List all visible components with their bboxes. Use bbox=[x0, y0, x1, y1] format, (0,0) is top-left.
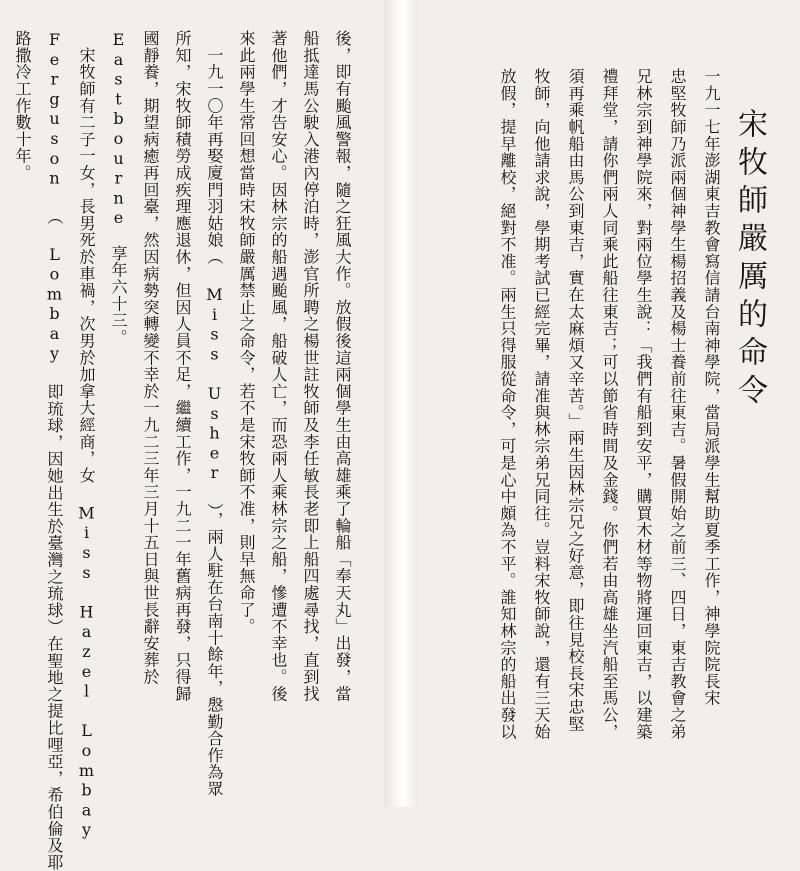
text-column: 牧師，向他請求說，學期考試已經完畢，請准與林宗弟兄同往。豈料宋牧師說，還有三天始 bbox=[532, 68, 551, 740]
text-column: 一九一七年澎湖東吉教會寫信請台南神學院，當局派學生幫助夏季工作，神學院院長宋 bbox=[702, 68, 721, 707]
text-column: 宋牧師有二子一女，長男死於車禍，次男於加拿大經商，女 Miss Hazel Lombay bbox=[77, 30, 96, 840]
text-column: 來此兩學生常回想當時宋牧師嚴厲禁止之命令，若不是宋牧師不准，則早無命了。 bbox=[237, 30, 256, 635]
text-column: 禮拜堂，請你們兩人同乘此船往東吉；可以節省時間及金錢。你們若由高雄坐汽船至馬公， bbox=[600, 68, 619, 740]
text-column: 一九一〇年再娶廈門羽姑娘（ Miss Usher ），兩人駐在台南十餘年，慇勤合作為眾 bbox=[205, 30, 224, 798]
text-column: 路撒冷工作數十年。 bbox=[13, 30, 32, 182]
text-column: 船抵達馬公駛入港內停泊時，澎官所聘之楊世註牧師及李任敏長老即上船四處尋找，直到找 bbox=[301, 30, 320, 702]
text-column: 放假，提早離校，絕對不准。兩生只得服從命令，可是心中頗為不平。誰知林宗的船出發以 bbox=[498, 68, 517, 740]
text-column: 忠堅牧師乃派兩個神學生楊招義及楊士養前往東吉。暑假開始之前三、四日，東吉教會之弟 bbox=[668, 68, 687, 740]
text-column: 兄林宗到神學院來，對兩位學生說：「我們有船到安平，購買木材等物將運回東吉，以建築 bbox=[634, 68, 653, 740]
book-gutter bbox=[384, 0, 418, 807]
text-column: 後，即有颱風警報，隨之狂風大作。放假後這兩個學生由高雄乘了輪船「奉天丸」出發，當 bbox=[333, 30, 352, 702]
left-page bbox=[0, 0, 384, 871]
text-column: 所知，宋牧師積勞成疾理應退休，但因人員不足，繼續工作，一九二一年舊病再發，只得歸 bbox=[173, 30, 192, 702]
text-column: Eastbourne 享年六十三。 bbox=[109, 30, 128, 346]
text-column: 須再乘帆船由馬公到東吉，實在太麻煩又辛苦。」兩生因林宗兄之好意，即往見校長宋忠堅 bbox=[566, 68, 585, 732]
text-column: 著他們，才告安心。因林宗的船遇颱風，船破人亡，而恐兩人乘林宗之船，慘遭不幸也。後 bbox=[269, 30, 288, 702]
section-title: 宋牧師嚴厲的命令 bbox=[732, 108, 767, 412]
text-column: Ferguson （ Lombay 即琉球，因她出生於臺灣之琉球）在聖地之提比哩亞，希伯倫及耶 bbox=[45, 30, 64, 871]
right-page bbox=[418, 0, 800, 807]
text-column: 國靜養，期望病癒再回臺，然因病勢突轉變不幸於一九二三年三月十五日與世長辭安葬於 bbox=[141, 30, 160, 686]
